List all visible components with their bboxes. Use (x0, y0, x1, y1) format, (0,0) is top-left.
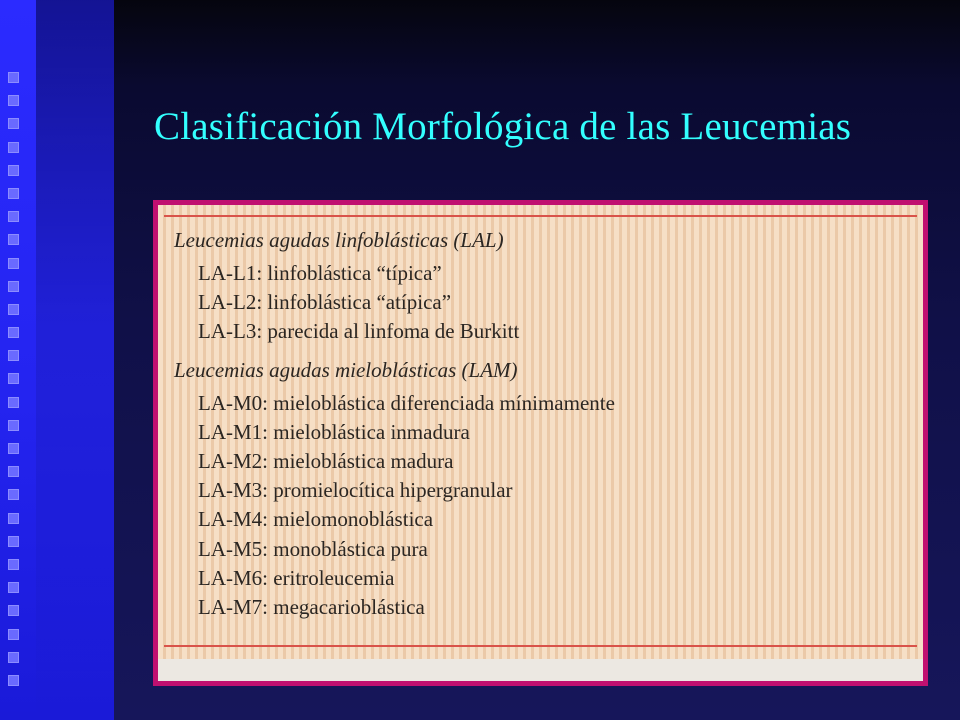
bullet-square (8, 605, 19, 616)
list-item: LA-L3: parecida al linfoma de Burkitt (198, 319, 520, 344)
bullet-square (8, 327, 19, 338)
list-item: LA-M3: promielocítica hipergranular (198, 478, 513, 503)
side-band-shade (36, 0, 114, 720)
bullet-square (8, 397, 19, 408)
list-item: LA-L2: linfoblástica “atípica” (198, 290, 452, 315)
bullet-square (8, 443, 19, 454)
bullet-square (8, 118, 19, 129)
bottom-rule (164, 645, 917, 647)
page-bottom-edge (158, 659, 923, 681)
bullet-square (8, 281, 19, 292)
bullet-square (8, 142, 19, 153)
bullet-square (8, 582, 19, 593)
section-heading: Leucemias agudas mieloblásticas (LAM) (174, 357, 518, 382)
section-heading: Leucemias agudas linfoblásticas (LAL) (174, 228, 504, 252)
bullet-square (8, 559, 19, 570)
bullet-square (8, 373, 19, 384)
side-band (0, 0, 114, 720)
lal-list (198, 259, 913, 347)
bullet-square (8, 489, 19, 500)
bullet-square (8, 652, 19, 663)
bullet-square (8, 211, 19, 222)
bullet-square (8, 466, 19, 477)
bullet-square (8, 258, 19, 269)
list-item: LA-M6: eritroleucemia (198, 565, 395, 590)
bullet-square (8, 165, 19, 176)
bullet-square (8, 420, 19, 431)
list-item: LA-M5: monoblástica pura (198, 536, 428, 561)
bullet-square (8, 513, 19, 524)
list-item: LA-M2: mieloblástica madura (198, 449, 454, 474)
list-item: LA-M1: mieloblástica inmadura (198, 419, 470, 444)
list-item: LA-L1: linfoblástica “típica” (198, 261, 442, 285)
bullet-square (8, 234, 19, 245)
slide-title: Clasificación Morfológica de las Leucemias (154, 105, 852, 148)
bullet-square (8, 536, 19, 547)
bullet-square (8, 350, 19, 361)
top-rule (164, 215, 917, 217)
bullet-squares (8, 72, 32, 698)
bullet-square (8, 304, 19, 315)
bullet-square (8, 72, 19, 83)
section-lam (174, 357, 913, 623)
classification-image-frame (153, 200, 928, 686)
bullet-square (8, 629, 19, 640)
classification-content (174, 227, 913, 632)
bullet-square (8, 95, 19, 106)
bullet-square (8, 188, 19, 199)
list-item: LA-M7: megacarioblástica (198, 595, 425, 620)
bullet-square (8, 675, 19, 686)
list-item: LA-M0: mieloblástica diferenciada mínimamente (198, 390, 615, 415)
classification-table (158, 205, 923, 681)
lam-list (198, 389, 913, 623)
list-item: LA-M4: mielomonoblástica (198, 507, 434, 532)
section-lal (174, 227, 913, 347)
